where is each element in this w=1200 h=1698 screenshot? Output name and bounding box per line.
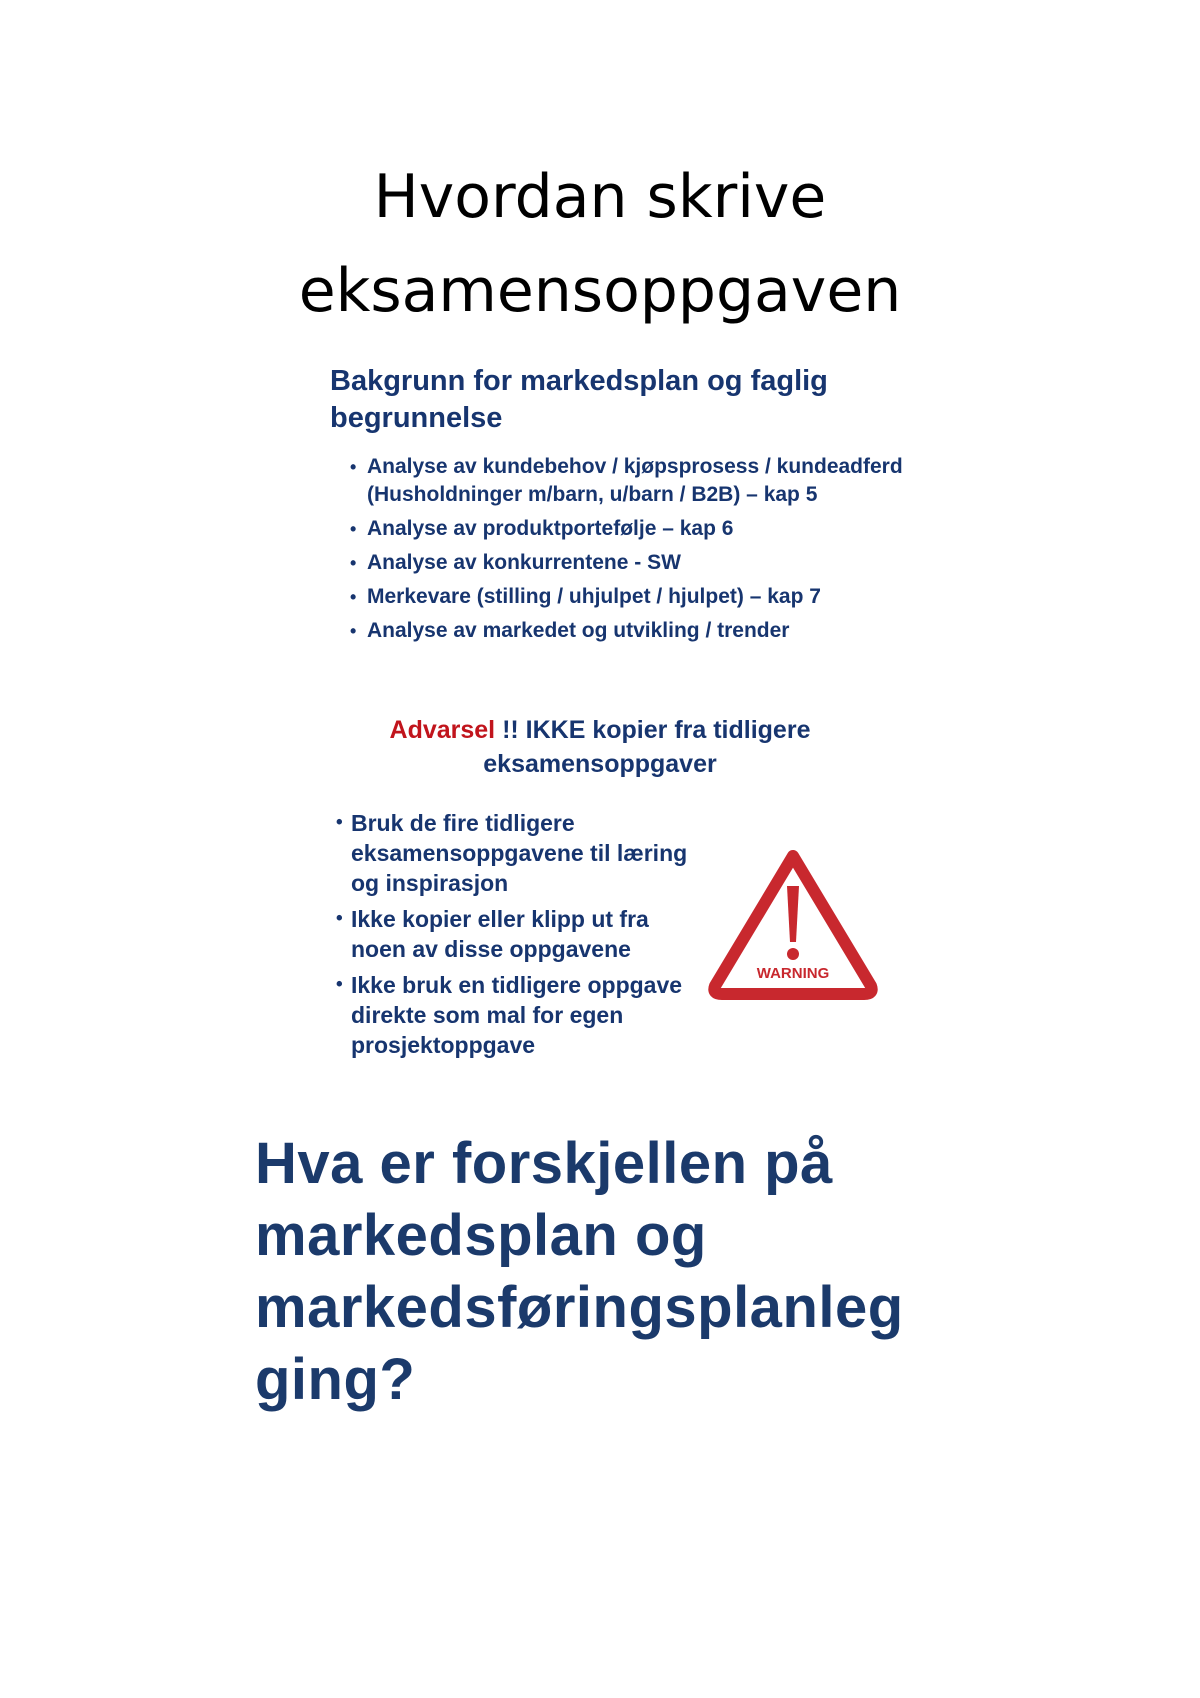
list-item: • Analyse av produktportefølje – kap 6 bbox=[350, 515, 910, 543]
list-item: • Analyse av kundebehov / kjøpsprosess / kundeadferd (Husholdninger m/barn, u/barn / B2B) – kap 5 bbox=[350, 453, 910, 509]
list-item: • Bruk de fire tidligere eksamensoppgavene til læring og inspirasjon bbox=[336, 808, 696, 898]
warning-sign-text: WARNING bbox=[756, 965, 830, 982]
list-item: • Analyse av markedet og utvikling / trender bbox=[350, 617, 910, 645]
warning-red-word: Advarsel bbox=[389, 716, 496, 744]
page-title-line-1: Hvordan skrive bbox=[373, 162, 827, 232]
section-heading: Bakgrunn for markedsplan og faglig begrunnelse bbox=[330, 365, 828, 434]
list-item: • Analyse av konkurrentene - SW bbox=[350, 549, 910, 577]
question-heading: Hva er forskjellen på markedsplan og markedsføringsplanleg ging? bbox=[255, 1131, 904, 1412]
warning-heading-rest: !! IKKE kopier fra tidligere eksamensoppgaver bbox=[483, 716, 811, 778]
list-item: • Merkevare (stilling / uhjulpet / hjulpet) – kap 7 bbox=[350, 583, 910, 611]
warning-triangle-icon bbox=[708, 850, 878, 1002]
warning-bullet-list bbox=[336, 808, 696, 1066]
analysis-bullet-list bbox=[350, 453, 910, 651]
page-title-line-2: eksamensoppgaven bbox=[298, 256, 902, 326]
page-title bbox=[0, 150, 1200, 338]
list-item: • Ikke bruk en tidligere oppgave direkte som mal for egen prosjektoppgave bbox=[336, 970, 696, 1060]
warning-heading bbox=[330, 713, 870, 781]
list-item: • Ikke kopier eller klipp ut fra noen av disse oppgavene bbox=[336, 904, 696, 964]
